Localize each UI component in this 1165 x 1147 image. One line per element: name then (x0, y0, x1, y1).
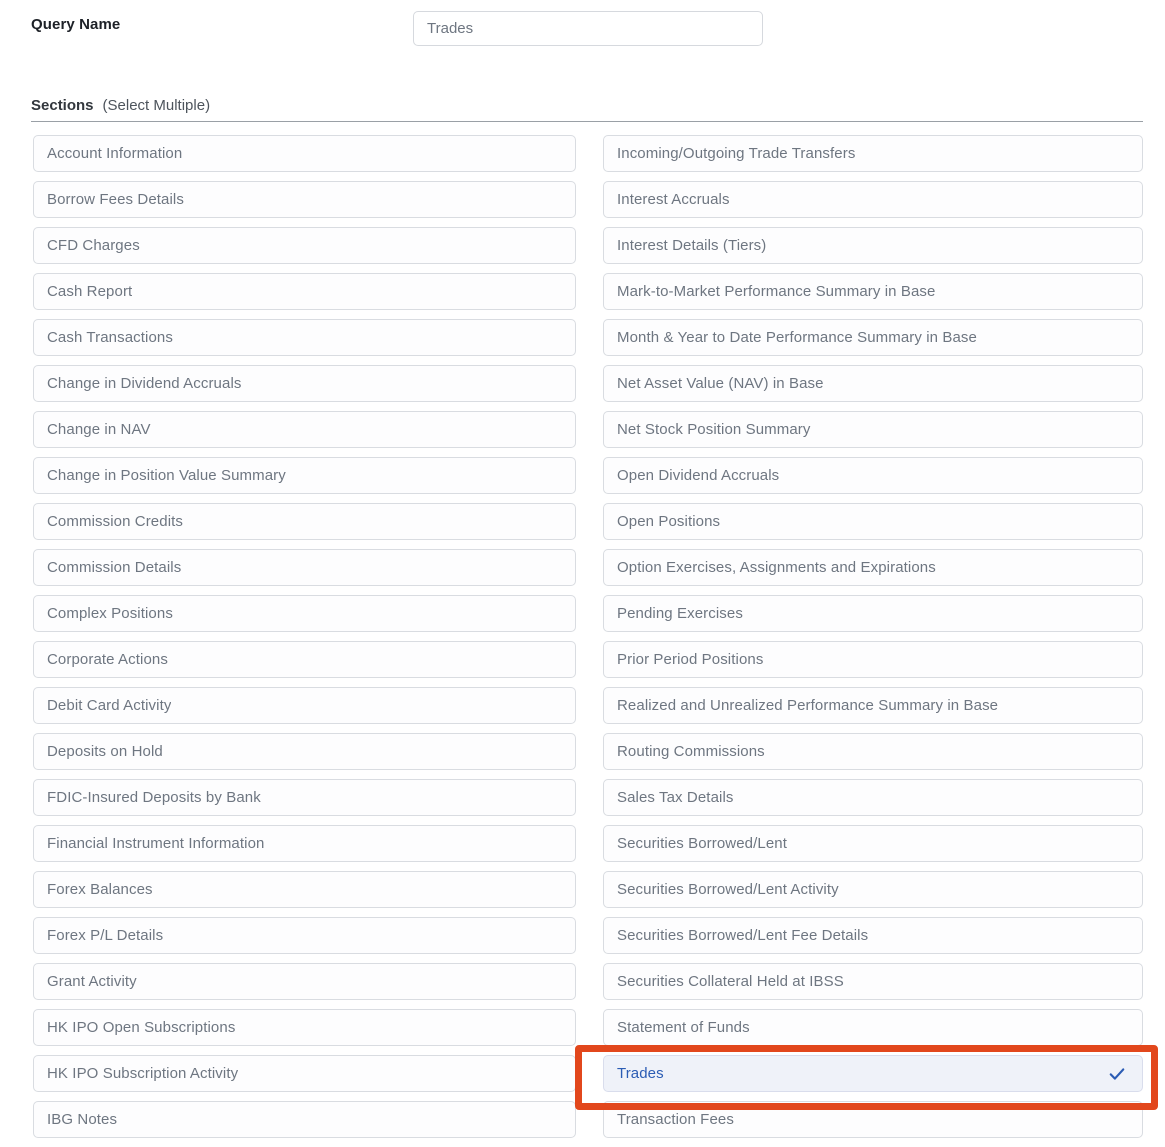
section-item-securities-borrowed-lent-activity[interactable] (603, 871, 1143, 908)
section-item-label: Prior Period Positions (617, 651, 764, 668)
section-item-mark-to-market-performance-summary-in-base[interactable] (603, 273, 1143, 310)
sections-divider (31, 121, 1143, 122)
section-item-label: Realized and Unrealized Performance Summary in Base (617, 697, 999, 714)
section-item-label: Transaction Fees (617, 1111, 734, 1128)
section-item-label: FDIC-Insured Deposits by Bank (47, 789, 261, 806)
section-item-forex-balances[interactable] (33, 871, 576, 908)
section-item-label: Mark-to-Market Performance Summary in Base (617, 283, 936, 300)
section-item-net-stock-position-summary[interactable] (603, 411, 1143, 448)
section-item-label: Securities Borrowed/Lent Fee Details (617, 927, 869, 944)
sections-hint: (Select Multiple) (102, 97, 211, 114)
section-item-deposits-on-hold[interactable] (33, 733, 576, 770)
section-item-label: Deposits on Hold (47, 743, 163, 760)
section-item-realized-and-unrealized-performance-summary-in-base[interactable] (603, 687, 1143, 724)
section-item-prior-period-positions[interactable] (603, 641, 1143, 678)
section-item-fdic-insured-deposits-by-bank[interactable] (33, 779, 576, 816)
section-item-pending-exercises[interactable] (603, 595, 1143, 632)
section-item-securities-borrowed-lent[interactable] (603, 825, 1143, 862)
sections-header (31, 97, 210, 114)
section-item-label: Interest Details (Tiers) (617, 237, 767, 254)
section-item-label: Change in Position Value Summary (47, 467, 286, 484)
section-item-label: Forex Balances (47, 881, 153, 898)
section-item-change-in-dividend-accruals[interactable] (33, 365, 576, 402)
section-item-label: Account Information (47, 145, 183, 162)
section-item-incoming-outgoing-trade-transfers[interactable] (603, 135, 1143, 172)
section-item-label: Borrow Fees Details (47, 191, 184, 208)
section-item-label: Sales Tax Details (617, 789, 734, 806)
section-item-label: Net Stock Position Summary (617, 421, 811, 438)
section-item-label: HK IPO Subscription Activity (47, 1065, 239, 1082)
sections-title: Sections (31, 97, 94, 114)
section-item-cfd-charges[interactable] (33, 227, 576, 264)
section-item-complex-positions[interactable] (33, 595, 576, 632)
section-item-ibg-notes[interactable] (33, 1101, 576, 1138)
section-item-label: Cash Report (47, 283, 133, 300)
section-item-borrow-fees-details[interactable] (33, 181, 576, 218)
section-item-interest-details-tiers[interactable] (603, 227, 1143, 264)
query-name-input[interactable] (413, 11, 763, 46)
section-item-label: Debit Card Activity (47, 697, 172, 714)
section-item-label: Corporate Actions (47, 651, 168, 668)
section-item-label: Routing Commissions (617, 743, 765, 760)
section-item-label: Securities Borrowed/Lent Activity (617, 881, 839, 898)
section-item-debit-card-activity[interactable] (33, 687, 576, 724)
section-item-label: Interest Accruals (617, 191, 730, 208)
sections-column-left (33, 135, 576, 1147)
section-item-securities-collateral-held-at-ibss[interactable] (603, 963, 1143, 1000)
section-item-label: Trades (617, 1065, 664, 1082)
section-item-corporate-actions[interactable] (33, 641, 576, 678)
section-item-label: Pending Exercises (617, 605, 743, 622)
section-item-label: IBG Notes (47, 1111, 118, 1128)
section-item-net-asset-value-nav-in-base[interactable] (603, 365, 1143, 402)
section-item-label: Cash Transactions (47, 329, 173, 346)
section-item-commission-credits[interactable] (33, 503, 576, 540)
section-item-cash-report[interactable] (33, 273, 576, 310)
query-name-label: Query Name (31, 16, 121, 33)
section-item-label: Grant Activity (47, 973, 137, 990)
section-item-label: Commission Credits (47, 513, 183, 530)
section-item-cash-transactions[interactable] (33, 319, 576, 356)
section-item-label: Month & Year to Date Performance Summary in Base (617, 329, 977, 346)
section-item-label: Open Dividend Accruals (617, 467, 780, 484)
section-item-statement-of-funds[interactable] (603, 1009, 1143, 1046)
section-item-interest-accruals[interactable] (603, 181, 1143, 218)
section-item-label: Complex Positions (47, 605, 173, 622)
checkmark-icon (1107, 1064, 1127, 1084)
sections-column-right (603, 135, 1143, 1147)
section-item-label: Open Positions (617, 513, 721, 530)
section-item-label: Incoming/Outgoing Trade Transfers (617, 145, 856, 162)
section-item-change-in-nav[interactable] (33, 411, 576, 448)
section-item-sales-tax-details[interactable] (603, 779, 1143, 816)
section-item-month-year-to-date-performance-summary-in-base[interactable] (603, 319, 1143, 356)
section-item-label: Financial Instrument Information (47, 835, 265, 852)
section-item-securities-borrowed-lent-fee-details[interactable] (603, 917, 1143, 954)
section-item-label: Securities Collateral Held at IBSS (617, 973, 844, 990)
section-item-label: Option Exercises, Assignments and Expirations (617, 559, 936, 576)
section-item-hk-ipo-open-subscriptions[interactable] (33, 1009, 576, 1046)
section-item-open-positions[interactable] (603, 503, 1143, 540)
section-item-grant-activity[interactable] (33, 963, 576, 1000)
section-item-label: Change in NAV (47, 421, 151, 438)
section-item-label: HK IPO Open Subscriptions (47, 1019, 236, 1036)
section-item-label: Net Asset Value (NAV) in Base (617, 375, 824, 392)
section-item-label: CFD Charges (47, 237, 140, 254)
section-item-label: Commission Details (47, 559, 182, 576)
section-item-label: Forex P/L Details (47, 927, 164, 944)
section-item-account-information[interactable] (33, 135, 576, 172)
section-item-hk-ipo-subscription-activity[interactable] (33, 1055, 576, 1092)
section-item-open-dividend-accruals[interactable] (603, 457, 1143, 494)
section-item-label: Change in Dividend Accruals (47, 375, 242, 392)
section-item-forex-p-l-details[interactable] (33, 917, 576, 954)
section-item-routing-commissions[interactable] (603, 733, 1143, 770)
section-item-label: Statement of Funds (617, 1019, 750, 1036)
section-item-commission-details[interactable] (33, 549, 576, 586)
section-item-trades[interactable] (603, 1055, 1143, 1092)
section-item-change-in-position-value-summary[interactable] (33, 457, 576, 494)
section-item-transaction-fees[interactable] (603, 1101, 1143, 1138)
section-item-financial-instrument-information[interactable] (33, 825, 576, 862)
section-item-option-exercises-assignments-and-expirations[interactable] (603, 549, 1143, 586)
section-item-label: Securities Borrowed/Lent (617, 835, 787, 852)
